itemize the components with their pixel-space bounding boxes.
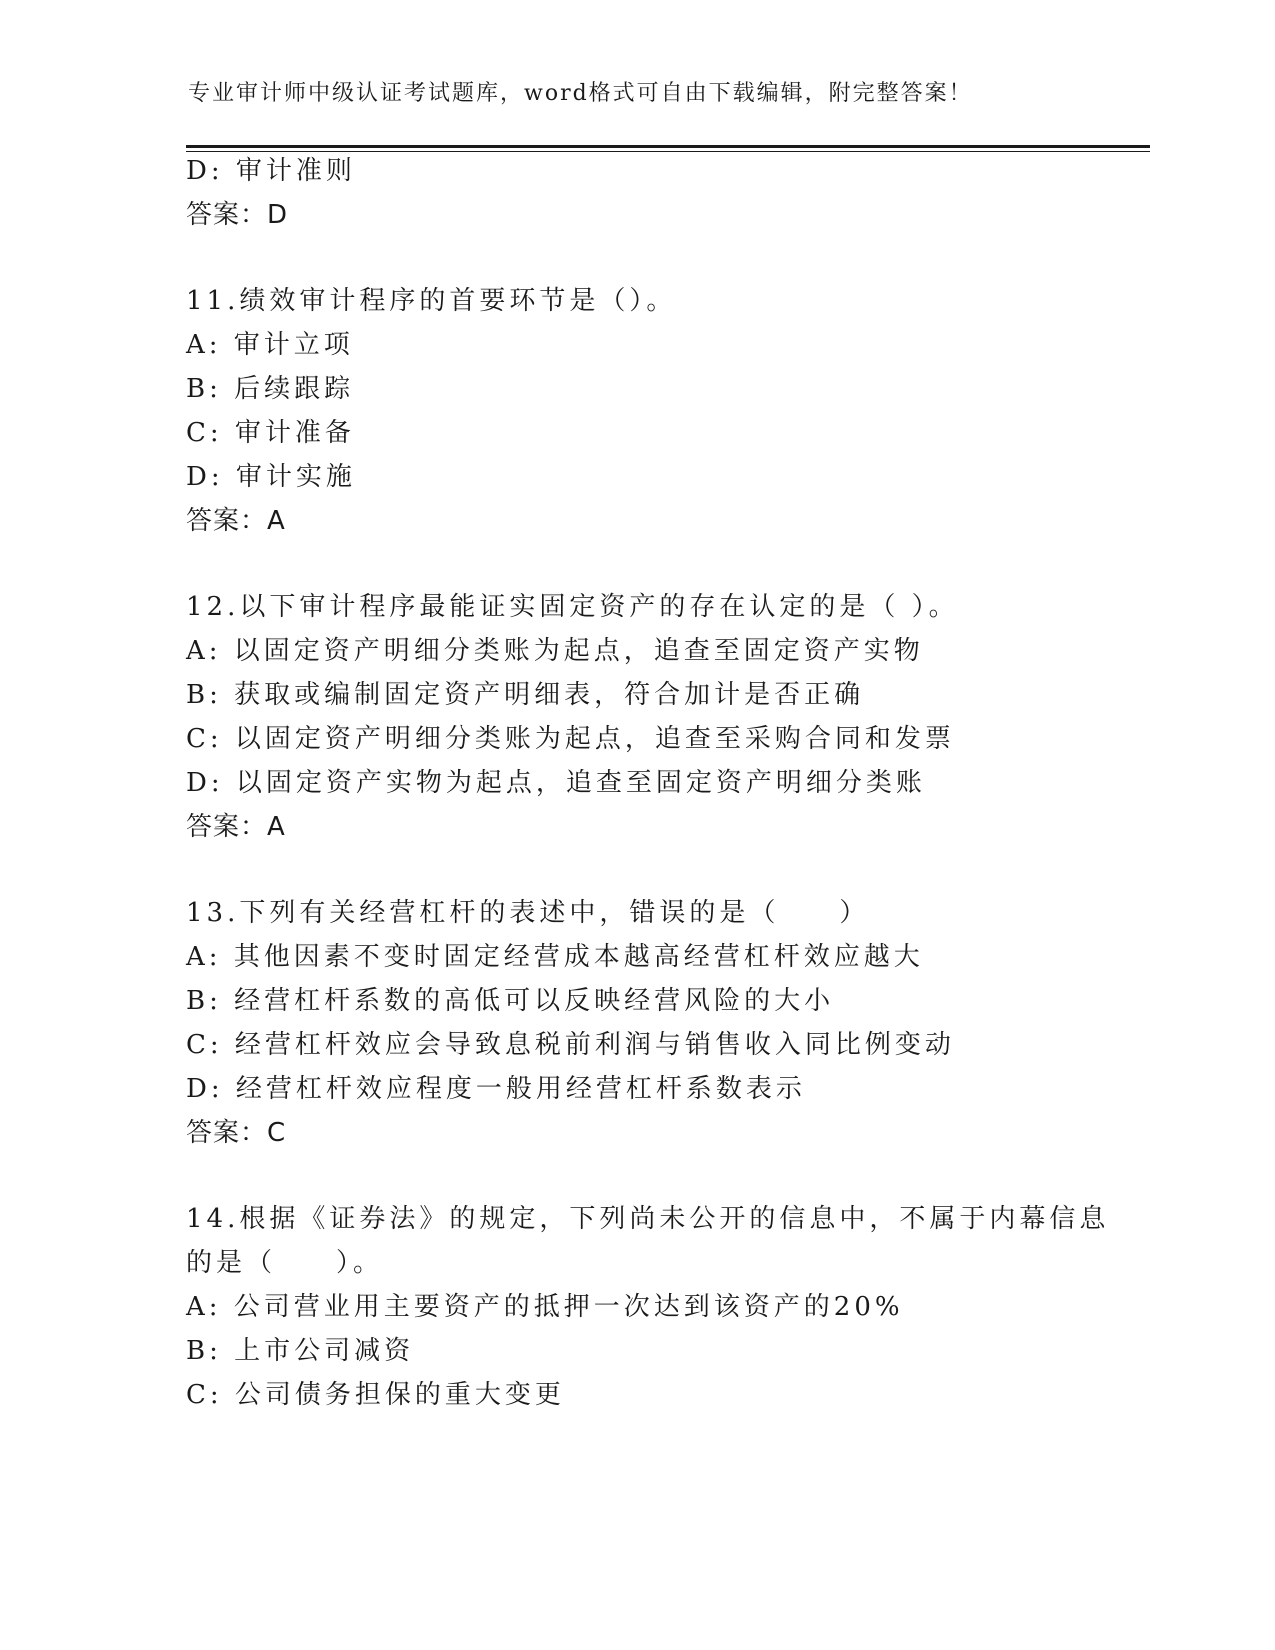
option-c: C: 经营杠杆效应会导致息税前利润与销售收入同比例变动: [186, 1030, 955, 1060]
option-c: C: 审计准备: [186, 418, 355, 448]
option-b: B: 上市公司减资: [186, 1336, 415, 1366]
question-stem: 11.绩效审计程序的首要环节是（）。: [186, 286, 677, 316]
option-b: B: 经营杠杆系数的高低可以反映经营风险的大小: [186, 986, 835, 1016]
option-a: A: 公司营业用主要资产的抵押一次达到该资产的20%: [186, 1292, 904, 1322]
option-d: D: 以固定资产实物为起点，追查至固定资产明细分类账: [186, 768, 926, 798]
option-d: D: 经营杠杆效应程度一般用经营杠杆系数表示: [186, 1074, 806, 1104]
option-d: D: 审计实施: [186, 462, 356, 492]
option-b: B: 后续跟踪: [186, 374, 355, 404]
option-c: C: 公司债务担保的重大变更: [186, 1380, 565, 1410]
question-stem-continued: 的是（ ）。: [186, 1248, 384, 1278]
header-rule-thick: [186, 145, 1150, 148]
answer: 答案：D: [186, 200, 289, 230]
option-a: A: 其他因素不变时固定经营成本越高经营杠杆效应越大: [186, 942, 924, 972]
option-c: C: 以固定资产明细分类账为起点，追查至采购合同和发票: [186, 724, 955, 754]
header-rule-thin: [186, 151, 1150, 152]
answer: 答案：C: [186, 1118, 287, 1148]
option-a: A: 以固定资产明细分类账为起点，追查至固定资产实物: [186, 636, 924, 666]
answer: 答案：A: [186, 812, 286, 842]
question-stem: 13.下列有关经营杠杆的表述中，错误的是（ ）: [186, 898, 870, 928]
answer: 答案：A: [186, 506, 286, 536]
page-header: 专业审计师中级认证考试题库，word格式可自由下载编辑，附完整答案！: [188, 81, 973, 106]
question-stem: 14.根据《证券法》的规定，下列尚未公开的信息中，不属于内幕信息: [186, 1204, 1110, 1234]
question-stem: 12.以下审计程序最能证实固定资产的存在认定的是（ ）。: [186, 592, 959, 622]
option-a: A: 审计立项: [186, 330, 354, 360]
option-d: D: 审计准则: [186, 156, 356, 186]
option-b: B: 获取或编制固定资产明细表，符合加计是否正确: [186, 680, 865, 710]
